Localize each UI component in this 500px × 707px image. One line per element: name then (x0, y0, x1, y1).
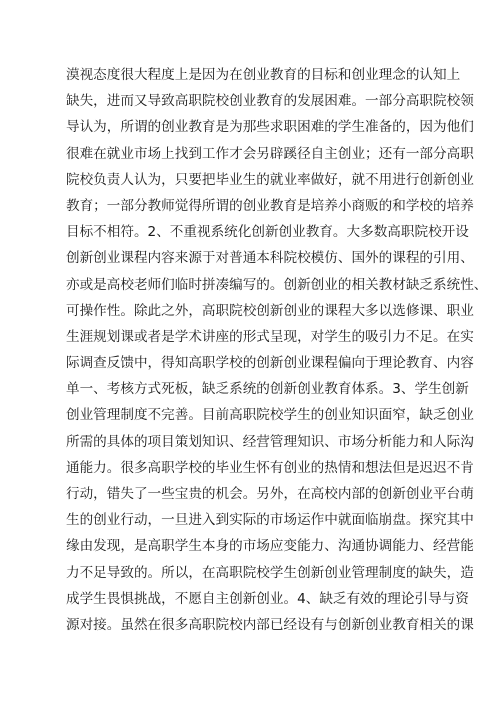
text-line: 创新创业课程内容来源于对普通本科院校模仿、国外的课程的引用、 (66, 250, 474, 267)
text-line: 源对接。虽然在很多高职院校内部已经设有与创新创业教育相关的课 (66, 616, 474, 633)
text-line: 亦或是高校老师们临时拼凑编写的。创新创业的相关教材缺乏系统性、 (66, 276, 488, 293)
text-line: 可操作性。除此之外，高职院校创新创业的课程大多以选修课、职业 (66, 302, 474, 319)
text-line: 缘由发现，是高职学生本身的市场应变能力、沟通协调能力、经营能 (66, 538, 474, 555)
text-line: 际调查反馈中，得知高职学校的创新创业课程偏向于理论教育、内容 (66, 355, 474, 372)
body-text (66, 62, 488, 638)
text-line: 很难在就业市场上找到工作才会另辟蹊径自主创业；还有一部分高职 (66, 145, 474, 162)
text-line: 行动，错失了一些宝贵的机会。另外，在高校内部的创新创业平台萌 (66, 486, 474, 502)
text-line: 通能力。很多高职学校的毕业生怀有创业的热情和想法但是迟迟不肯 (66, 459, 474, 476)
text-line: 漠视态度很大程度上是因为在创业教育的目标和创业理念的认知上 (66, 67, 461, 83)
text-line: 成学生畏惧挑战，不愿自主创新创业。4、缺乏有效的理论引导与资 (66, 590, 469, 607)
text-line: 目标不相符。2、不重视系统化创新创业教育。大多数高职院校开设 (66, 224, 469, 241)
text-line: 教育；一部分教师觉得所谓的创业教育是培养小商贩的和学校的培养 (66, 197, 474, 214)
text-line: 缺失，进而又导致高职院校创业教育的发展困难。一部分高职院校领 (66, 93, 474, 110)
text-line: 力不足导致的。所以，在高职院校学生创新创业管理制度的缺失，造 (66, 564, 474, 581)
text-line: 创业管理制度不完善。目前高职院校学生的创业知识面窄，缺乏创业 (66, 407, 474, 424)
text-line: 单一、考核方式死板，缺乏系统的创新创业教育体系。3、学生创新 (66, 381, 469, 398)
text-line: 院校负责人认为，只要把毕业生的就业率做好，就不用进行创新创业 (66, 171, 474, 188)
text-line: 生的创业行动，一旦进入到实际的市场运作中就面临崩盘。探究其中 (66, 512, 474, 529)
text-line: 所需的具体的项目策划知识、经营管理知识、市场分析能力和人际沟 (66, 433, 474, 450)
text-line: 导认为，所谓的创业教育是为那些求职困难的学生准备的，因为他们 (66, 119, 474, 136)
text-line: 生涯规划课或者是学术讲座的形式呈现，对学生的吸引力不足。在实 (66, 328, 474, 345)
